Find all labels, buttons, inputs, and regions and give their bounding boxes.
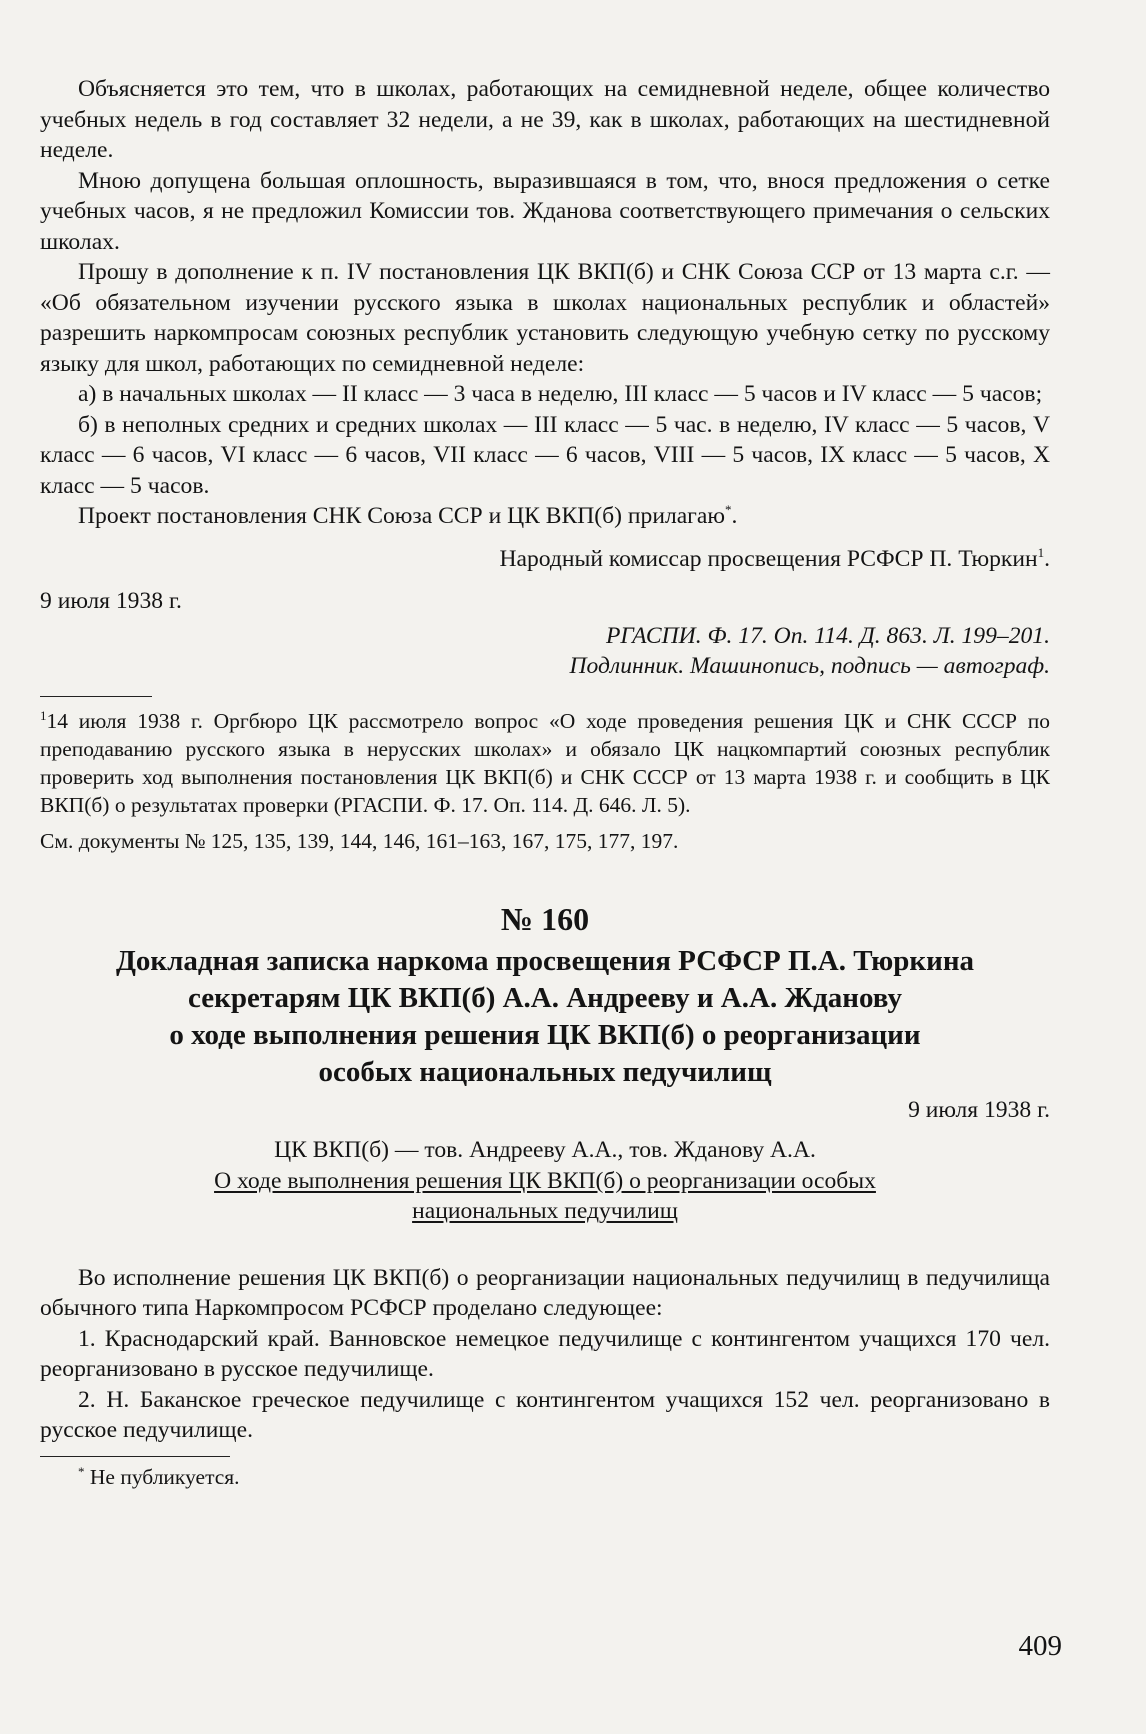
document-number: № 160 (500, 900, 590, 937)
signature-footnote-mark: 1 (1037, 544, 1045, 560)
asterisk-note-text: Не публикуется. (89, 1464, 240, 1489)
letter-date: 9 июля 1938 г. (40, 588, 182, 614)
document-date: 9 июля 1938 г. (908, 1096, 1050, 1123)
document-title-line-1: Докладная записка наркома просвещения РСФСР П.А. Тюркина (115, 944, 975, 977)
document-title-line-3: о ходе выполнения решения ЦК ВКП(б) о реорганизации (169, 1018, 921, 1051)
archive-note: Подлинник. Машинопись, подпись — автограф. (569, 653, 1050, 679)
paragraph-item-a: а) в начальных школах — II класс — 3 часа в неделю, III класс — 5 часов и IV класс — 5 часов; (78, 381, 1043, 407)
subject-line-2: национальных педучилищ (412, 1198, 678, 1224)
paragraph-item-b: б) в неполных средних и средних школах — III класс — 5 час. в неделю, IV класс — 5 часов, V класс — 6 часов, VI класс — 6 часов, VII класс — 6 часов, VIII — 5 часов, IX класс — 5 часов, X класс — 5 часов. (40, 411, 1050, 499)
footnote-1-mark: 1 (40, 707, 47, 723)
footnote-divider (40, 696, 152, 697)
page-content (40, 74, 1050, 1491)
footnote-1-text: 14 июля 1938 г. Оргбюро ЦК рассмотрело вопрос «О ходе проведения решения ЦК и СНК СССР по преподаванию русского языка в нерусских школах» и обязало ЦК нацкомпартий союзных республик проверить ход выполнения постановления ЦК ВКП(б) и СНК СССР от 13 марта 1938 г. и сообщить в ЦК ВКП(б) о результатах проверки (РГАСПИ. Ф. 17. Оп. 114. Д. 646. Л. 5). (40, 708, 1050, 817)
document-title-line-4: особых национальных педучилищ (318, 1055, 772, 1088)
body-paragraph-krasnodar: 1. Краснодарский край. Ванновское немецкое педучилище с контингентом учащихся 170 чел. реорганизовано в русское педучилище. (40, 1325, 1050, 1382)
body-paragraph-baksan: 2. Н. Баканское греческое педучилище с контингентом учащихся 152 чел. реорганизовано в русское педучилище. (40, 1386, 1050, 1443)
document-title-line-2: секретарям ЦК ВКП(б) А.А. Андрееву и А.А. Жданову (188, 981, 902, 1014)
paragraph-school-weeks: Объясняется это тем, что в школах, работающих на семидневной неделе, общее количество учебных недель в год составляет 32 недели, а не 39, как в школах, работающих на шестидневной неделе. (40, 76, 1050, 163)
paragraph-request: Прошу в дополнение к п. IV постановления ЦК ВКП(б) и СНК Союза ССР от 13 марта с.г. — «Об обязательном изучении русского языка в школах национальных республик и областей» разрешить наркомпросам союзных республик установить следующую учебную сетку по русскому языку для школ, работающих по семидневной неделе: (40, 259, 1050, 377)
spacer (40, 1227, 1050, 1263)
subject-line-1: О ходе выполнения решения ЦК ВКП(б) о реорганизации особых (214, 1167, 876, 1194)
addressee: ЦК ВКП(б) — тов. Андрееву А.А., тов. Жданову А.А. (274, 1137, 816, 1163)
project-text: Проект постановления СНК Союза ССР и ЦК ВКП(б) прилагаю (78, 503, 725, 529)
archive-reference: РГАСПИ. Ф. 17. Оп. 114. Д. 863. Л. 199–201. (606, 622, 1050, 649)
project-footnote-mark: * (724, 502, 732, 518)
body-paragraph-intro: Во исполнение решения ЦК ВКП(б) о реорганизации национальных педучилищ в педучилища обычного типа Наркомпросом РСФСР проделано следующее: (40, 1264, 1050, 1321)
note-divider (40, 1456, 230, 1457)
asterisk-note-mark: * (78, 1463, 85, 1479)
paragraph-project: Проект постановления СНК Союза ССР и ЦК ВКП(б) прилагаю*. (78, 502, 738, 529)
page-number: 409 (1018, 1630, 1062, 1662)
footnote-1 (40, 707, 1050, 819)
signature: Народный комиссар просвещения РСФСР П. Тюркин$^1$. (499, 544, 1050, 572)
signature-text: Народный комиссар просвещения РСФСР П. Тюркин (499, 545, 1038, 572)
see-documents: См. документы № 125, 135, 139, 144, 146, 161–163, 167, 175, 177, 197. (40, 828, 679, 853)
asterisk-note (40, 1463, 1050, 1491)
paragraph-oversight: Мною допущена большая оплошность, выразившаяся в том, что, внося предложения о сетке учебных часов, я не предложил Комиссии тов. Жданова соответствующего примечания о сельских школах. (40, 167, 1050, 255)
